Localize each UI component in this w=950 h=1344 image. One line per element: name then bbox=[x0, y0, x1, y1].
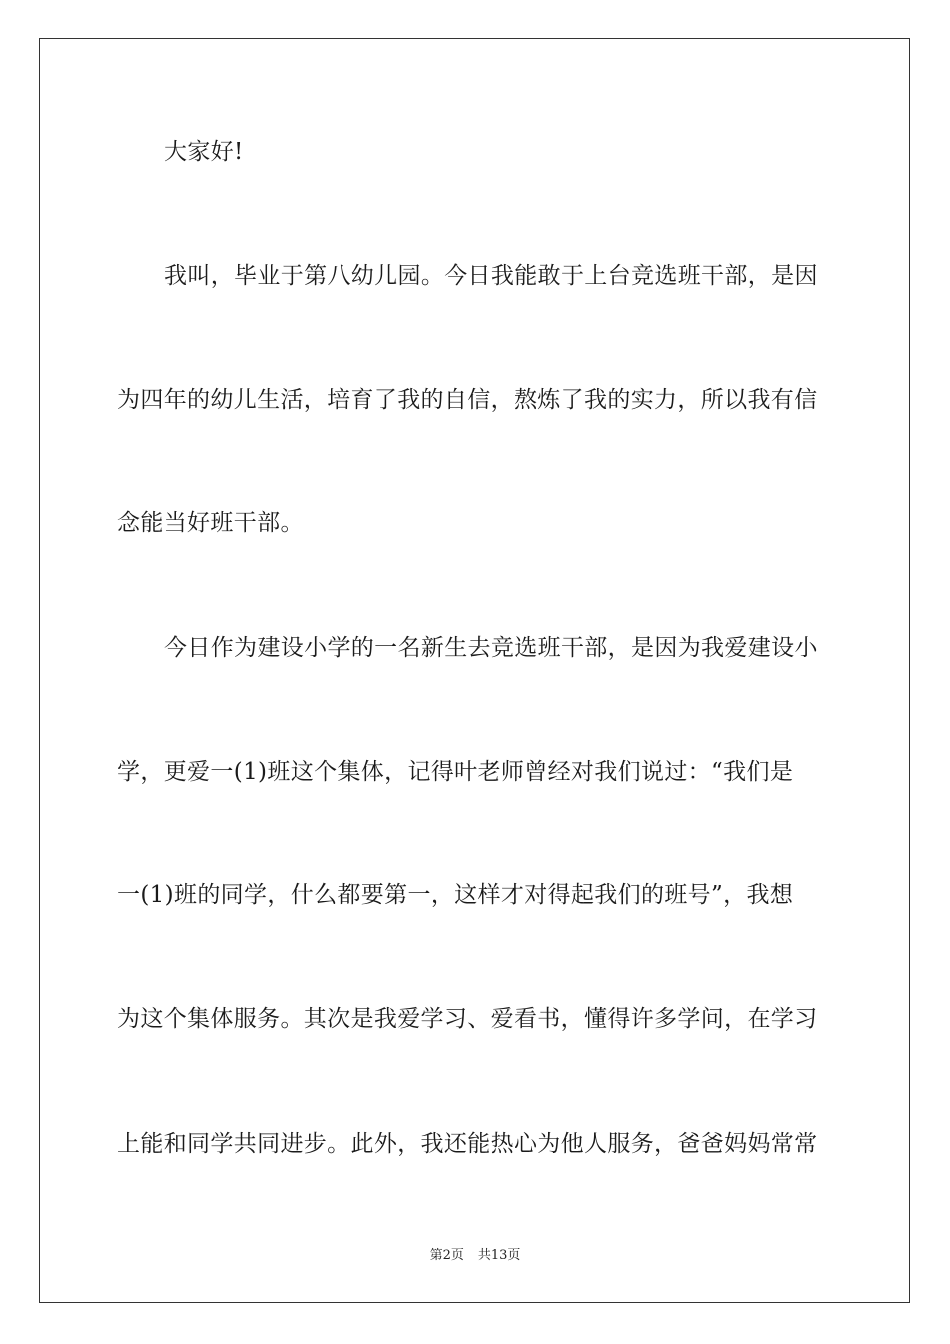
paragraph-2-line-5: 上能和同学共同进步。此外，我还能热心为他人服务，爸爸妈妈常常 bbox=[117, 1131, 818, 1157]
paragraph-2-line-1: 今日作为建设小学的一名新生去竞选班干部，是因为我爱建设小 bbox=[164, 635, 818, 661]
paragraph-2-line-2: 学，更爱一(1)班这个集体，记得叶老师曾经对我们说过：“我们是 bbox=[117, 759, 794, 785]
page-number: 第2页 bbox=[429, 1248, 464, 1263]
page-footer bbox=[0, 1247, 950, 1265]
paragraph-2-line-4: 为这个集体服务。其次是我爱学习、爱看书，懂得许多学问，在学习 bbox=[117, 1006, 818, 1032]
page-border bbox=[39, 38, 910, 1303]
paragraph-1-line-2: 为四年的幼儿生活，培育了我的自信，熬炼了我的实力，所以我有信 bbox=[117, 387, 818, 413]
greeting-line: 大家好! bbox=[164, 139, 244, 165]
page-total: 共13页 bbox=[477, 1248, 521, 1263]
paragraph-1-line-1: 我叫，毕业于第八幼儿园。今日我能敢于上台竞选班干部，是因 bbox=[164, 263, 818, 289]
paragraph-2-line-3: 一(1)班的同学，什么都要第一，这样才对得起我们的班号”，我想 bbox=[117, 882, 794, 908]
paragraph-1-line-3: 念能当好班干部。 bbox=[117, 510, 304, 536]
